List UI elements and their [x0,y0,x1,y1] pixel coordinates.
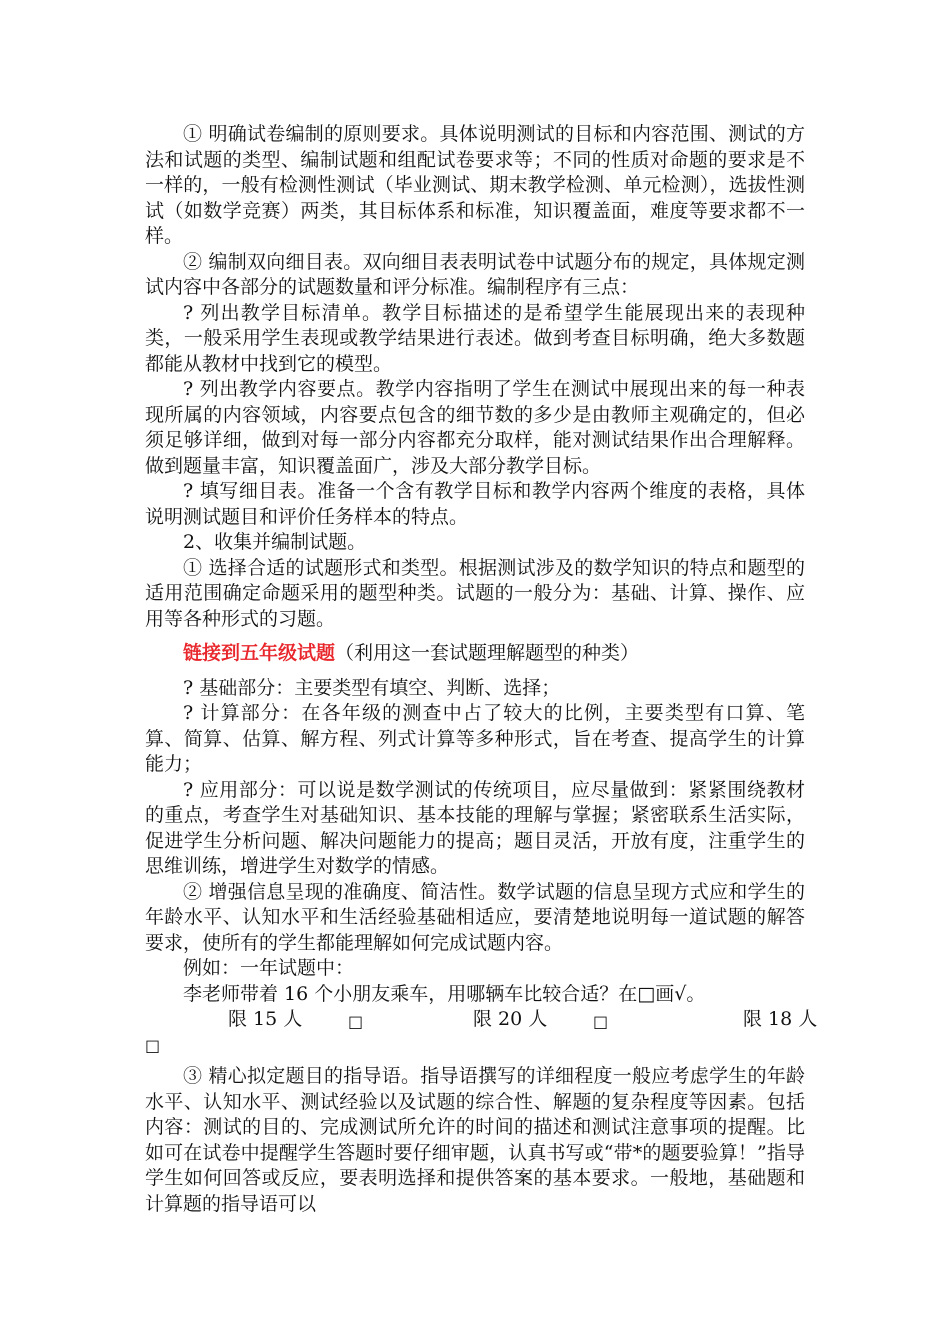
choice-box-15[interactable]: □ [348,1012,364,1031]
grade-five-test-link[interactable]: 链接到五年级试题 [183,642,336,664]
link-line [145,641,805,667]
paragraph-item-types: ① 选择合适的试题形式和类型。根据测试涉及的数学知识的特点和题型的适用范围确定命题采用的题型种类。试题的一般分为：基础、计算、操作、应用等各种形式的习题。 [145,556,805,630]
paragraph-content-points: ? 列出教学内容要点。教学内容指明了学生在测试中展现出来的每一种表现所属的内容领域，内容要点包含的细节数的多少是由教师主观确定的，但必须足够详细，做到对每一部分内容都充分取样，能对测试结果作出合理解释。做到题量丰富，知识覆盖面广，涉及大部分教学目标。 [145,378,805,477]
paragraph-two-way-table: ② 编制双向细目表。双向细目表表明试卷中试题分布的规定，具体规定测试内容中各部分的试题数量和评分标准。编制程序有三点： [145,250,805,298]
paragraph-example-question: 李老师带着 16 个小朋友乘车，用哪辆车比较合适？在□画√。 [183,982,706,1005]
paragraph-application-part: ? 应用部分：可以说是数学测试的传统项目，应尽量做到：紧紧围绕教材的重点，考查学生对基础知识、基本技能的理解与掌握；紧密联系生活实际，促进学生分析问题、解决问题能力的提高；题目灵活，开放有度，注重学生的思维训练，增进学生对数学的情感。 [145,778,805,877]
document-page [145,122,818,1217]
choice-row [145,1007,818,1033]
paragraph-objectives-list: ? 列出教学目标清单。教学目标描述的是希望学生能展现出来的表现种类，一般采用学生表现或教学结果进行表述。做到考查目标明确，绝大多数题都能从教材中找到它的模型。 [145,301,805,375]
paragraph-collect-items: 2、收集并编制试题。 [183,531,367,553]
choice-box-20[interactable]: □ [593,1012,609,1031]
paragraph-principles: ① 明确试卷编制的原则要求。具体说明测试的目标和内容范围、测试的方法和试题的类型、编制试题和组配试卷要求等；不同的性质对命题的要求是不一样的，一般有检测性测试（毕业测试、期末教学检测、单元检测），选拔性测试（如数学竞赛）两类，其目标体系和标准，知识覆盖面，难度等要求都不一样。 [145,123,805,247]
choice-label-18: 限 18 人 [743,1008,818,1030]
paragraph-example-intro: 例如：一年试题中： [183,957,355,979]
paragraph-basic-part: ? 基础部分：主要类型有填空、判断、选择； [183,676,561,699]
choice-box-line [145,1033,805,1059]
paragraph-calc-part: ? 计算部分：在各年级的测查中占了较大的比例，主要类型有口算、笔算、简算、估算、解方程、列式计算等多种形式，旨在考查、提高学生的计算能力； [145,702,805,775]
paragraph-fill-table: ? 填写细目表。准备一个含有教学目标和教学内容两个维度的表格，具体说明测试题目和评价任务样本的特点。 [145,480,805,528]
paragraph-instructions: ③ 精心拟定题目的指导语。指导语撰写的详细程度一般应考虑学生的年龄水平、认知水平、测试经验以及试题的综合性、解题的复杂程度等因素。包括内容：测试的目的、完成测试所允许的时间的描述和测试注意事项的提醒。比如可在试卷中提醒学生答题时要仔细审题，认真书写或“带*的题要验算！”指导学生如何回答或反应，要表明选择和提供答案的基本要求。一般地，基础题和计算题的指导语可以 [145,1065,805,1215]
paragraph-info-presentation: ② 增强信息呈现的准确度、简洁性。数学试题的信息呈现方式应和学生的年龄水平、认知水平和生活经验基础相适应，要清楚地说明每一道试题的解答要求，使所有的学生都能理解如何完成试题内容。 [145,880,805,954]
choice-label-20: 限 20 人 [473,1008,548,1030]
choice-label-15: 限 15 人 [228,1008,303,1030]
link-note: （利用这一套试题理解题型的种类） [335,642,640,664]
choice-box-18[interactable]: □ [145,1035,161,1055]
